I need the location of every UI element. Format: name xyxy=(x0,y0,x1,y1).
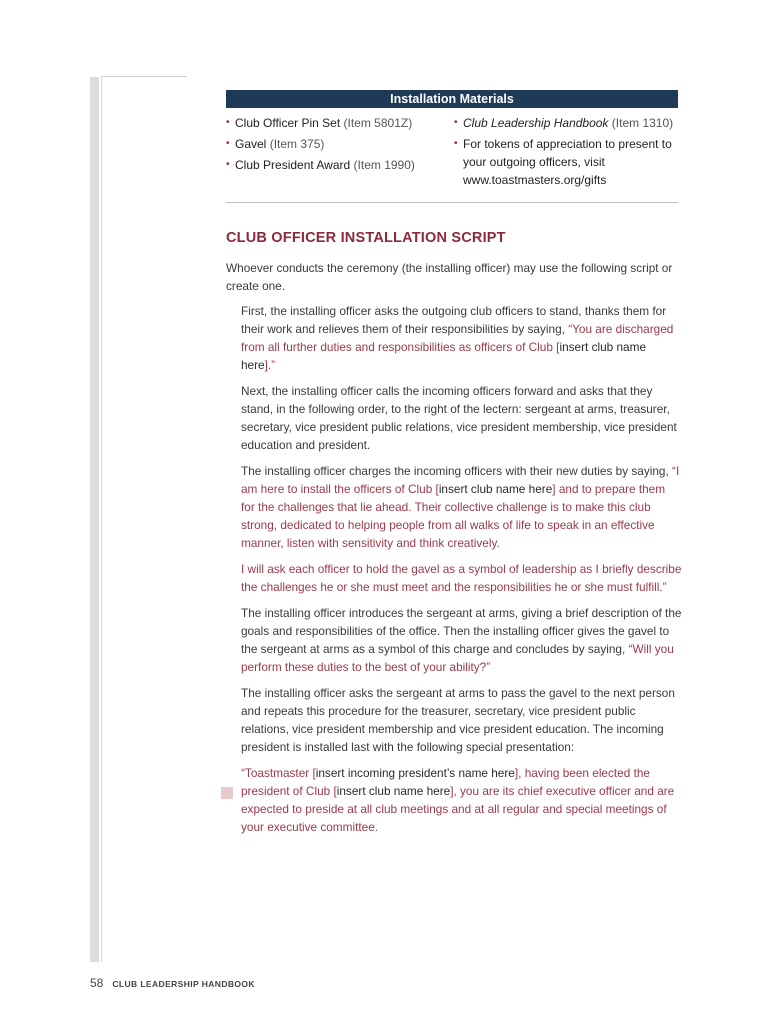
paragraph-gavel-quote: I will ask each officer to hold the gavel as a symbol of leadership as I briefly describe the challenges he or she must meet and the responsibilities he or she must fulfill.” xyxy=(241,562,682,594)
margin-line xyxy=(101,77,102,962)
gifts-link[interactable]: www.toastmasters.org/gifts xyxy=(463,173,607,187)
page-footer xyxy=(90,976,255,990)
quote: “I am here to install the officers of Club [ xyxy=(241,464,680,496)
material-item-handbook xyxy=(454,114,678,132)
installation-materials-box xyxy=(226,90,678,203)
placeholder-club-name: insert club name here xyxy=(241,340,647,372)
material-item-pin-set xyxy=(226,114,454,132)
materials-right-column xyxy=(454,114,678,192)
material-name: Gavel xyxy=(235,137,267,151)
section-title: CLUB OFFICER INSTALLATION SCRIPT xyxy=(226,230,506,246)
material-item-gavel xyxy=(226,135,454,153)
placeholder-president-name: insert incoming president’s name here xyxy=(315,766,515,780)
material-name: Club Officer Pin Set xyxy=(235,116,341,130)
quote: “You are discharged from all further duties and responsibilities as officers of Club [ xyxy=(241,322,674,354)
placeholder-club-name: insert club name here xyxy=(336,784,451,798)
material-detail: (Item 1990) xyxy=(353,158,415,172)
material-detail: (Item 5801Z) xyxy=(343,116,413,130)
intro-paragraph: Whoever conducts the ceremony (the installing officer) may use the following script or create one. xyxy=(226,261,673,293)
paragraph-pass-gavel: The installing officer asks the sergeant at arms to pass the gavel to the next person and repeats this procedure for the treasurer, secretary, vice president public relations, vice president membership and vice president education. The incoming president is installed last with the following special presentation: xyxy=(241,686,675,754)
paragraph-president-presentation xyxy=(241,764,682,836)
script-body xyxy=(226,259,682,844)
text: First, the installing officer asks the outgoing club officers to stand, thanks them for their work and relieves them of their responsibilities by saying, xyxy=(241,304,667,336)
material-detail: (Item 375) xyxy=(269,137,325,151)
paragraph-sergeant-at-arms xyxy=(241,604,682,676)
material-text: For tokens of appreciation to present to your outgoing officers, visit xyxy=(463,137,672,169)
paragraph-incoming-order: Next, the installing officer calls the incoming officers forward and asks that they stand, in the following order, to the right of the lectern: sergeant at arms, treasurer, secretary, vice president public relations, vice president membership, vice president education and president. xyxy=(241,384,677,452)
materials-left-column xyxy=(226,114,454,192)
text: The installing officer charges the incoming officers with their new duties by saying, xyxy=(241,464,673,478)
quote: ].” xyxy=(264,358,276,372)
running-title: CLUB LEADERSHIP HANDBOOK xyxy=(112,979,255,989)
materials-divider xyxy=(226,202,678,203)
materials-header: Installation Materials xyxy=(226,90,678,108)
paragraph-charge xyxy=(241,462,682,552)
placeholder-club-name: insert club name here xyxy=(438,482,553,496)
quote: ], having been elected the president of Club [ xyxy=(241,766,650,798)
text: The installing officer introduces the sergeant at arms, giving a brief description of the goals and responsibilities of the office. Then the installing officer gives the gavel to the sergeant at arms as a symbol of this charge and concludes by saying, xyxy=(241,606,682,656)
material-item-president-award xyxy=(226,156,454,174)
quote: “Toastmaster [ xyxy=(241,766,316,780)
paragraph-marker xyxy=(221,787,233,799)
material-name: Club Leadership Handbook xyxy=(463,116,609,130)
margin-bar xyxy=(90,77,99,962)
top-rule xyxy=(101,76,187,77)
quote: “Will you perform these duties to the best of your ability?” xyxy=(241,642,674,674)
quote: ] and to prepare them for the challenges that lie ahead. Their collective challenge is to make this club strong, dedicated to helping people from all walks of life to speak in an effective manner, listen with sensitivity and think creatively. xyxy=(241,482,666,550)
material-name: Club President Award xyxy=(235,158,351,172)
page-number: 58 xyxy=(90,976,104,990)
material-detail: (Item 1310) xyxy=(611,116,674,130)
paragraph-outgoing-officers xyxy=(241,302,682,374)
material-item-gifts xyxy=(454,135,678,189)
quote: ], you are its chief executive officer and are expected to preside at all club meetings and at all regular and special meetings of your executive committee. xyxy=(241,784,675,834)
